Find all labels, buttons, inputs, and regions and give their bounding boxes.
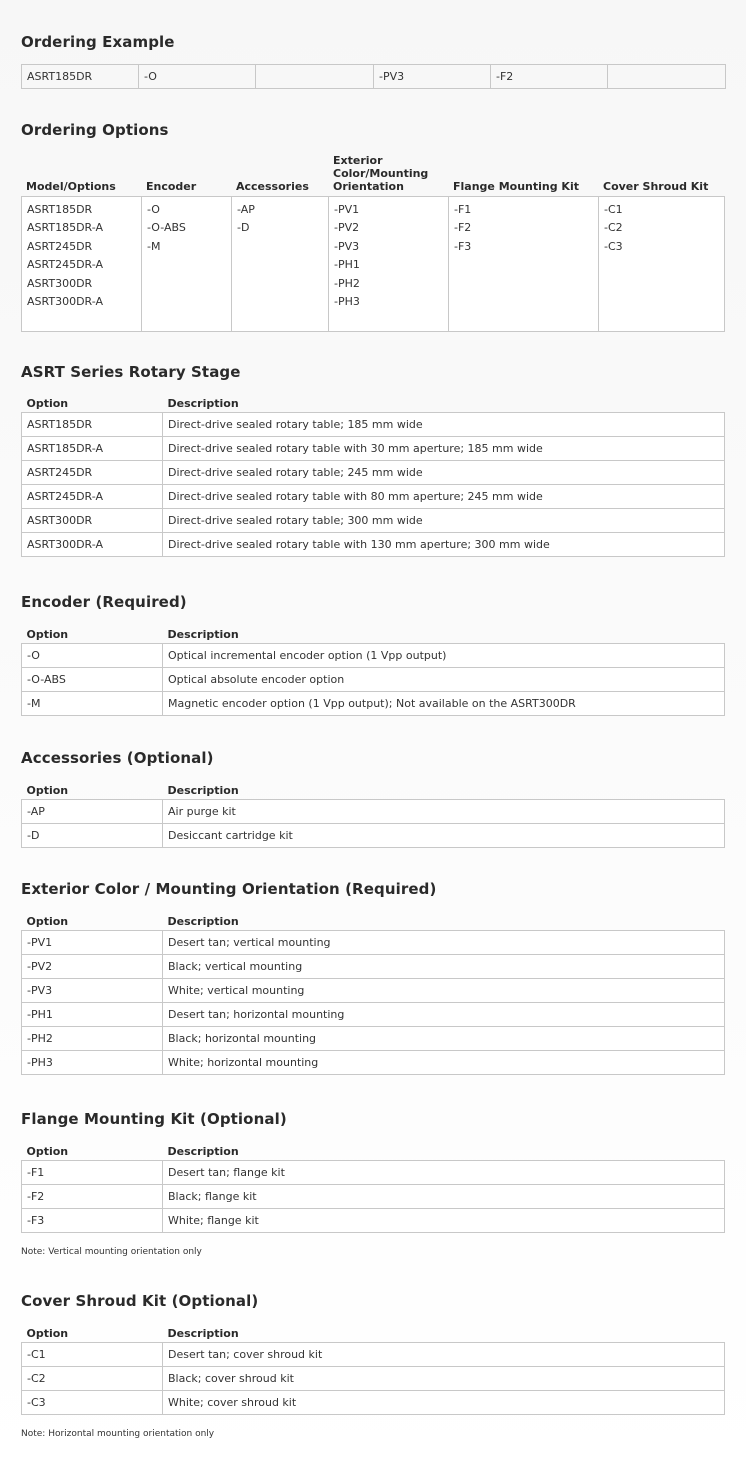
header-model-options: Model/Options bbox=[26, 180, 116, 193]
option-header: Option bbox=[26, 1145, 69, 1158]
description-cell: Direct-drive sealed rotary table; 185 mm wide bbox=[163, 413, 725, 437]
list-item: -PV2 bbox=[334, 221, 360, 235]
table-header bbox=[22, 625, 725, 644]
header-exterior-line2: Color/Mounting bbox=[333, 167, 429, 180]
option-cell: -AP bbox=[22, 800, 163, 824]
ordering-example-table bbox=[21, 64, 726, 89]
option-cell: ASRT245DR bbox=[22, 461, 163, 485]
shroud-title: Cover Shroud Kit (Optional) bbox=[21, 1292, 259, 1310]
options-column-encoder bbox=[141, 197, 231, 331]
description-cell: White; cover shroud kit bbox=[163, 1391, 725, 1415]
description-header: Description bbox=[167, 628, 239, 641]
ordering-options-body bbox=[21, 196, 725, 332]
header-exterior-line3: Orientation bbox=[333, 180, 404, 193]
table-header bbox=[22, 781, 725, 800]
list-item: -PV1 bbox=[334, 203, 360, 216]
list-item: -M bbox=[147, 239, 161, 253]
list-item: ASRT300DR-A bbox=[27, 295, 103, 309]
option-cell: -F3 bbox=[22, 1209, 163, 1233]
options-column-shroud bbox=[598, 197, 725, 331]
accessories-table bbox=[21, 781, 725, 848]
option-header: Option bbox=[26, 397, 69, 410]
table-row bbox=[22, 979, 725, 1003]
description-header: Description bbox=[167, 1327, 239, 1340]
list-item: -F1 bbox=[454, 203, 472, 216]
list-item: -PV3 bbox=[334, 239, 360, 253]
option-header: Option bbox=[26, 1327, 69, 1340]
description-cell: Black; cover shroud kit bbox=[163, 1367, 725, 1391]
table-row bbox=[22, 1343, 725, 1367]
description-header: Description bbox=[167, 1145, 239, 1158]
table-header bbox=[22, 394, 725, 413]
accessories-title: Accessories (Optional) bbox=[21, 749, 214, 767]
table-row bbox=[22, 1027, 725, 1051]
options-column-flange bbox=[448, 197, 598, 331]
list-item: -PH2 bbox=[334, 276, 360, 290]
table-row bbox=[22, 931, 725, 955]
table-row bbox=[22, 1161, 725, 1185]
option-cell: ASRT245DR-A bbox=[22, 485, 163, 509]
list-item: -C1 bbox=[604, 203, 623, 216]
exterior-title: Exterior Color / Mounting Orientation (Required) bbox=[21, 880, 437, 898]
table-header bbox=[22, 1324, 725, 1343]
list-item: -AP bbox=[237, 203, 255, 216]
description-cell: Black; flange kit bbox=[163, 1185, 725, 1209]
table-row bbox=[22, 824, 725, 848]
ordering-options-title: Ordering Options bbox=[21, 121, 169, 139]
option-header: Option bbox=[26, 628, 69, 641]
option-cell: -F1 bbox=[22, 1161, 163, 1185]
table-row bbox=[22, 1185, 725, 1209]
rotary-stage-table bbox=[21, 394, 725, 557]
table-row bbox=[22, 413, 725, 437]
option-cell: ASRT185DR-A bbox=[22, 437, 163, 461]
example-cell-encoder: -O bbox=[139, 65, 256, 89]
list-item: ASRT245DR-A bbox=[27, 258, 103, 272]
description-cell: Desiccant cartridge kit bbox=[163, 824, 725, 848]
table-row bbox=[22, 1209, 725, 1233]
header-exterior bbox=[333, 154, 428, 193]
table-row bbox=[22, 668, 725, 692]
table-row bbox=[22, 800, 725, 824]
table-row bbox=[22, 509, 725, 533]
options-column-accessories bbox=[231, 197, 328, 331]
list-item: -F2 bbox=[454, 221, 472, 235]
example-cell-accessories bbox=[256, 65, 374, 89]
option-cell: -C2 bbox=[22, 1367, 163, 1391]
example-cell-exterior: -PV3 bbox=[374, 65, 491, 89]
option-cell: ASRT300DR bbox=[22, 509, 163, 533]
option-cell: -O-ABS bbox=[22, 668, 163, 692]
description-cell: Direct-drive sealed rotary table with 30 mm aperture; 185 mm wide bbox=[163, 437, 725, 461]
list-item: -C3 bbox=[604, 239, 623, 253]
example-cell-model: ASRT185DR bbox=[22, 65, 139, 89]
table-row bbox=[22, 485, 725, 509]
exterior-table bbox=[21, 912, 725, 1075]
list-item: -PH3 bbox=[334, 295, 360, 309]
table-header bbox=[22, 912, 725, 931]
list-item: -D bbox=[237, 221, 250, 235]
description-cell: Direct-drive sealed rotary table; 245 mm wide bbox=[163, 461, 725, 485]
option-header: Option bbox=[26, 784, 69, 797]
description-cell: Direct-drive sealed rotary table with 80 mm aperture; 245 mm wide bbox=[163, 485, 725, 509]
table-row bbox=[22, 65, 726, 89]
header-shroud: Cover Shroud Kit bbox=[603, 180, 709, 193]
description-cell: Desert tan; vertical mounting bbox=[163, 931, 725, 955]
header-exterior-line1: Exterior bbox=[333, 154, 383, 167]
table-header bbox=[22, 1142, 725, 1161]
option-cell: -PH1 bbox=[22, 1003, 163, 1027]
option-cell: -M bbox=[22, 692, 163, 716]
description-cell: White; vertical mounting bbox=[163, 979, 725, 1003]
table-row bbox=[22, 644, 725, 668]
flange-note: Note: Vertical mounting orientation only bbox=[21, 1247, 202, 1257]
options-column-exterior bbox=[328, 197, 448, 331]
list-item: ASRT185DR-A bbox=[27, 221, 103, 235]
option-header: Option bbox=[26, 915, 69, 928]
description-cell: Magnetic encoder option (1 Vpp output); Not available on the ASRT300DR bbox=[163, 692, 725, 716]
list-item: ASRT185DR bbox=[27, 203, 93, 216]
option-cell: ASRT185DR bbox=[22, 413, 163, 437]
example-cell-shroud bbox=[608, 65, 726, 89]
header-flange: Flange Mounting Kit bbox=[453, 180, 579, 193]
table-row bbox=[22, 1051, 725, 1075]
header-accessories: Accessories bbox=[236, 180, 309, 193]
list-item: ASRT300DR bbox=[27, 276, 93, 290]
description-cell: Desert tan; flange kit bbox=[163, 1161, 725, 1185]
table-row bbox=[22, 1367, 725, 1391]
rotary-stage-title: ASRT Series Rotary Stage bbox=[21, 363, 241, 381]
list-item: -O bbox=[147, 203, 160, 216]
ordering-options-header bbox=[21, 155, 725, 195]
description-cell: Optical incremental encoder option (1 Vpp output) bbox=[163, 644, 725, 668]
description-cell: Desert tan; horizontal mounting bbox=[163, 1003, 725, 1027]
flange-table bbox=[21, 1142, 725, 1233]
encoder-title: Encoder (Required) bbox=[21, 593, 187, 611]
table-row bbox=[22, 692, 725, 716]
option-cell: -D bbox=[22, 824, 163, 848]
option-cell: -PV2 bbox=[22, 955, 163, 979]
list-item: -F3 bbox=[454, 239, 472, 253]
header-encoder: Encoder bbox=[146, 180, 197, 193]
description-cell: Direct-drive sealed rotary table with 130 mm aperture; 300 mm wide bbox=[163, 533, 725, 557]
shroud-note: Note: Horizontal mounting orientation only bbox=[21, 1429, 215, 1439]
ordering-example-title: Ordering Example bbox=[21, 33, 175, 51]
option-cell: -PV1 bbox=[22, 931, 163, 955]
description-cell: Direct-drive sealed rotary table; 300 mm wide bbox=[163, 509, 725, 533]
option-cell: -C1 bbox=[22, 1343, 163, 1367]
description-cell: White; flange kit bbox=[163, 1209, 725, 1233]
table-row bbox=[22, 533, 725, 557]
table-row bbox=[22, 1391, 725, 1415]
description-header: Description bbox=[167, 397, 239, 410]
description-header: Description bbox=[167, 784, 239, 797]
flange-title: Flange Mounting Kit (Optional) bbox=[21, 1110, 287, 1128]
example-cell-flange: -F2 bbox=[491, 65, 608, 89]
option-cell: ASRT300DR-A bbox=[22, 533, 163, 557]
table-row bbox=[22, 955, 725, 979]
list-item: -C2 bbox=[604, 221, 623, 235]
options-column-model bbox=[22, 197, 141, 331]
description-cell: Optical absolute encoder option bbox=[163, 668, 725, 692]
option-cell: -PV3 bbox=[22, 979, 163, 1003]
description-header: Description bbox=[167, 915, 239, 928]
option-cell: -PH2 bbox=[22, 1027, 163, 1051]
description-cell: White; horizontal mounting bbox=[163, 1051, 725, 1075]
option-cell: -PH3 bbox=[22, 1051, 163, 1075]
table-row bbox=[22, 1003, 725, 1027]
list-item: -PH1 bbox=[334, 258, 360, 272]
table-row bbox=[22, 437, 725, 461]
option-cell: -O bbox=[22, 644, 163, 668]
description-cell: Desert tan; cover shroud kit bbox=[163, 1343, 725, 1367]
shroud-table bbox=[21, 1324, 725, 1415]
list-item: ASRT245DR bbox=[27, 239, 93, 253]
description-cell: Black; horizontal mounting bbox=[163, 1027, 725, 1051]
description-cell: Air purge kit bbox=[163, 800, 725, 824]
option-cell: -F2 bbox=[22, 1185, 163, 1209]
encoder-table bbox=[21, 625, 725, 716]
option-cell: -C3 bbox=[22, 1391, 163, 1415]
list-item: -O-ABS bbox=[147, 221, 186, 235]
table-row bbox=[22, 461, 725, 485]
description-cell: Black; vertical mounting bbox=[163, 955, 725, 979]
